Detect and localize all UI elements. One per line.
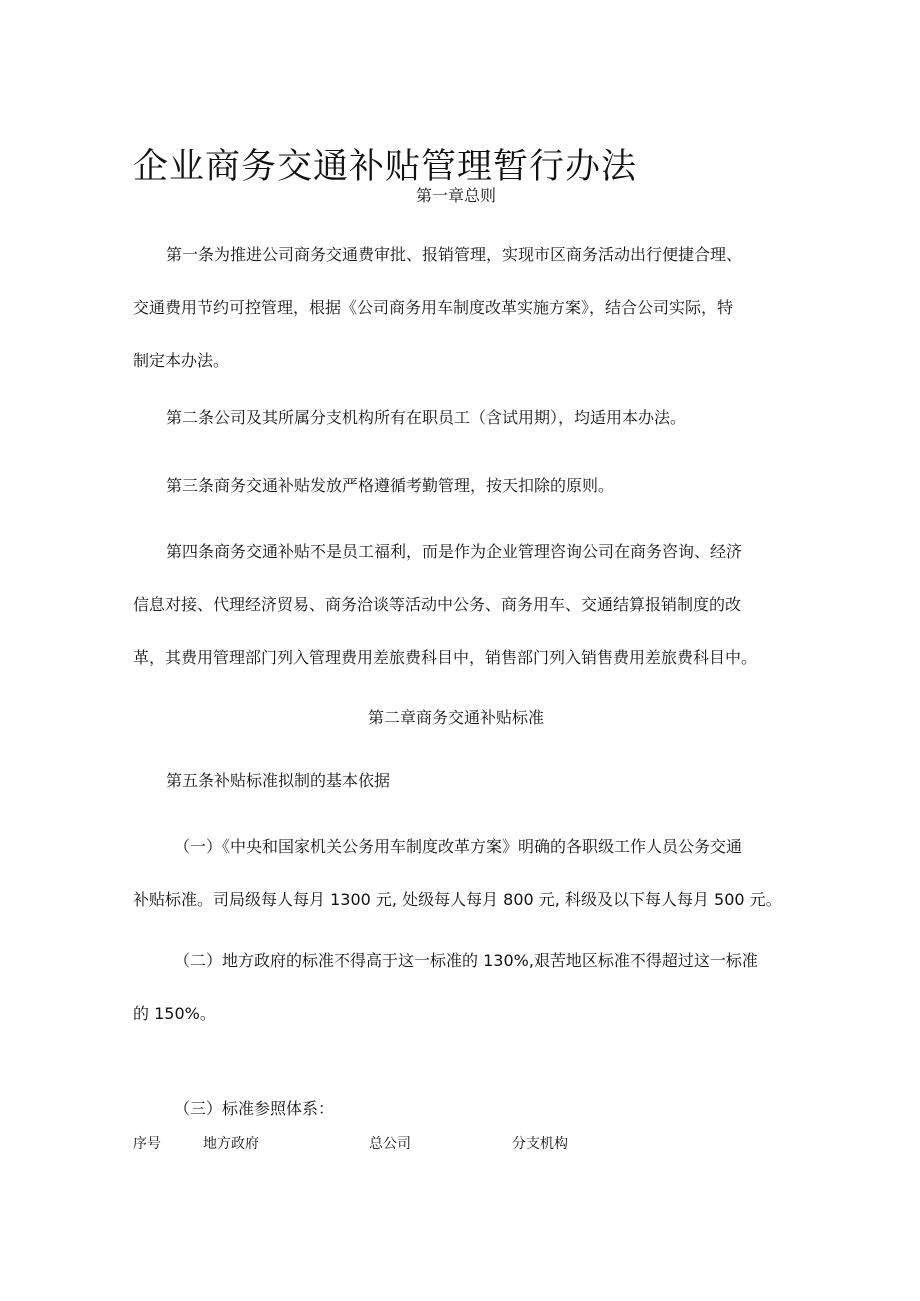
column-header-local-government: 地方政府 (203, 1136, 259, 1152)
article-4 (133, 525, 793, 684)
article-1-line: 交通费用节约可控管理，根据《公司商务用车制度改革实施方案》，结合公司实际，特 (133, 298, 734, 317)
article-3 (133, 459, 793, 512)
article-2 (133, 391, 793, 444)
column-header-head-office: 总公司 (369, 1136, 411, 1152)
article-1-line: 制定本办法。 (133, 351, 230, 370)
item-1 (133, 820, 793, 926)
article-2-line: 第二条公司及其所属分支机构所有在职员工（含试用期），均适用本办法。 (166, 408, 687, 427)
item-3 (133, 1082, 793, 1135)
article-1 (133, 228, 793, 387)
item-2-line: 的 150%。 (133, 1004, 216, 1023)
item-1-line: （一）《中央和国家机关公务用车制度改革方案》明确的各职级工作人员公务交通 (174, 837, 743, 856)
article-4-line: 革，其费用管理部门列入管理费用差旅费科目中，销售部门列入销售费用差旅费科目中。 (133, 648, 758, 667)
article-1-line: 第一条为推进公司商务交通费审批、报销管理，实现市区商务活动出行便捷合理、 (166, 245, 743, 264)
article-5-line: 第五条补贴标准拟制的基本依据 (166, 771, 391, 790)
article-4-line: 信息对接、代理经济贸易、商务洽谈等活动中公务、商务用车、交通结算报销制度的改 (133, 595, 742, 614)
item-2 (133, 934, 793, 1040)
item-1-line: 补贴标准。司局级每人每月 1300 元, 处级每人每月 800 元, 科级及以下每人每月 500 元。 (133, 890, 782, 909)
column-header-index: 序号 (133, 1136, 161, 1152)
reference-table-header (0, 1133, 920, 1157)
article-3-line: 第三条商务交通补贴发放严格遵循考勤管理，按天扣除的原则。 (166, 476, 615, 495)
article-5 (133, 754, 793, 807)
article-4-line: 第四条商务交通补贴不是员工福利，而是作为企业管理咨询公司在商务咨询、经济 (166, 542, 743, 561)
item-3-line: （三）标准参照体系： (174, 1099, 335, 1118)
column-header-branch: 分支机构 (512, 1136, 568, 1152)
document-title: 企业商务交通补贴管理暂行办法 (133, 147, 638, 188)
item-2-line: （二）地方政府的标准不得高于这一标准的 130%,艰苦地区标准不得超过这一标准 (174, 951, 758, 970)
chapter-1-heading: 第一章总则 (415, 186, 496, 205)
chapter-2-heading: 第二章商务交通补贴标准 (367, 708, 544, 727)
